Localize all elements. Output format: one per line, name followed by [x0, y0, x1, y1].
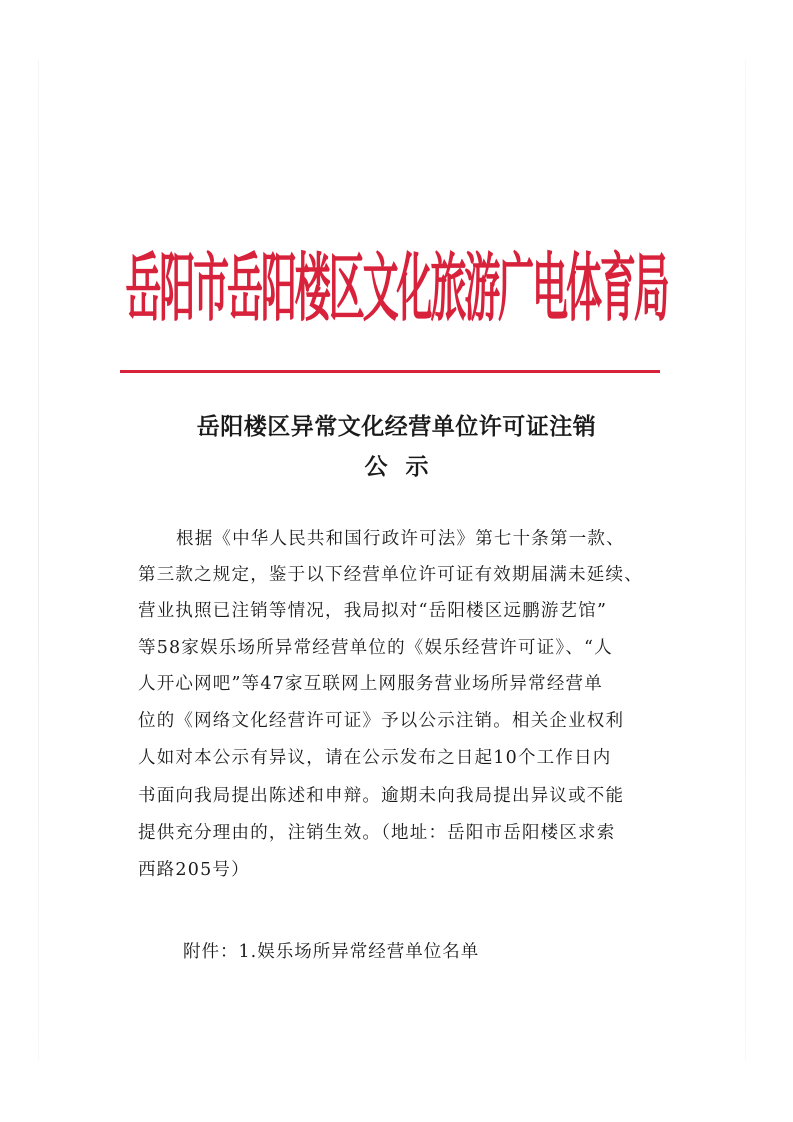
agency-header: 岳阳市岳阳楼区文化旅游广电体育局 — [125, 246, 668, 333]
body-line: 根据《中华人民共和国行政许可法》第七十条第一款、 — [176, 529, 625, 549]
body-line: 等58家娱乐场所异常经营单位的《娱乐经营许可证》、“人 — [138, 638, 613, 658]
body-line: 人开心网吧”等47家互联网上网服务营业场所异常经营单 — [138, 674, 603, 694]
body-line: 西路205号） — [138, 860, 250, 880]
body-line: 人如对本公示有异议，请在公示发布之日起10个工作日内 — [138, 748, 612, 768]
scan-edge-right — [745, 60, 746, 1060]
scan-edge-left — [38, 60, 39, 1060]
attachment-note: 附件：1.娱乐场所异常经营单位名单 — [183, 942, 480, 962]
body-line: 提供充分理由的，注销生效。（地址：岳阳市岳阳楼区求索 — [138, 823, 616, 843]
body-line: 位的《网络文化经营许可证》予以公示注销。相关企业权利 — [138, 711, 625, 731]
document-title: 岳阳楼区异常文化经营单位许可证注销 — [196, 414, 597, 440]
body-line: 第三款之规定，鉴于以下经营单位许可证有效期届满未延续、 — [138, 565, 643, 585]
document-subtitle: 公示 — [364, 454, 447, 480]
body-line: 营业执照已注销等情况，我局拟对“岳阳楼区远鹏游艺馆” — [138, 601, 608, 621]
body-line: 书面向我局提出陈述和申辩。逾期未向我局提出异议或不能 — [138, 786, 625, 806]
header-divider — [120, 370, 660, 373]
